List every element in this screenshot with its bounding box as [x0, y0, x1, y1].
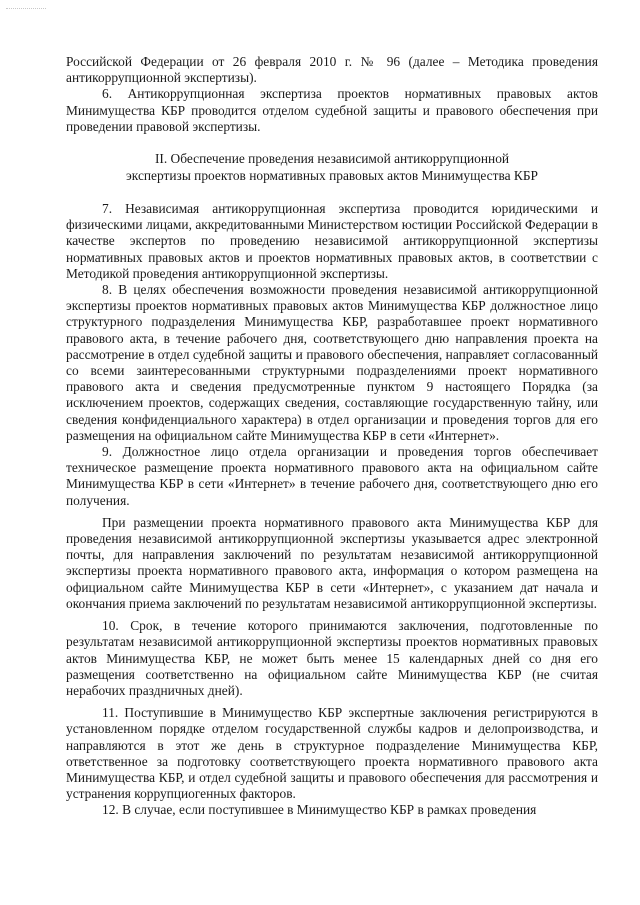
paragraph-9-continued: При размещении проекта нормативного правового акта Минимущества КБР для проведения независимой антикоррупционной экспертизы указывается адрес электронной почты, для направления заключений по результатам независимой антикоррупционной экспертизы проекта нормативного правового акта, информация о котором размещена на официальном сайте Минимущества КБР в сети «Интернет», с указанием дат начала и окончания приема заключений по результатам независимой антикоррупционной экспертизы.: [66, 514, 598, 611]
paragraph-11: 11. Поступившие в Минимущество КБР экспертные заключения регистрируются в установленном порядке отделом государственной службы кадров и делопроизводства, и направляются в этот же день в структурное подразделение Минимущества КБР, ответственное за подготовку соответствующего проекта нормативного правового акта Минимущества КБР, и отдел судебной защиты и правового обеспечения для рассмотрения и устранения коррупциогенных факторов.: [66, 705, 598, 802]
paragraph-7: 7. Независимая антикоррупционная экспертиза проводится юридическими и физическими лицами, аккредитованными Министерством юстиции Российской Федерации в качестве экспертов по проведению независимой антикоррупционной экспертизы нормативных правовых актов и проектов нормативных правовых актов, в соответствии с Методикой проведения антикоррупционной экспертизы.: [66, 201, 598, 281]
paragraph-8: 8. В целях обеспечения возможности проведения независимой антикоррупционной экспертизы проектов нормативных правовых актов Минимущества КБР должностное лицо структурного подразделения Минимущества КБР, разработавшее проект нормативного правового акта, в течение рабочего дня, соответствующего дню направления проекта на рассмотрение в отдел судебной защиты и правового обеспечения, направляет согласованный со всеми заинтересованными структурными подразделениями проект нормативного правового акта и сведения предусмотренные пунктом 9 настоящего Порядка (за исключением проектов, содержащих сведения, составляющие государственную тайну, или сведения конфиденциального характера) в отдел организации и проведения торгов для его размещения на официальном сайте Минимущества КБР в сети «Интернет».: [66, 282, 598, 443]
paragraph-10: 10. Срок, в течение которого принимаются заключения, подготовленные по результатам независимой антикоррупционной экспертизы проектов нормативных правовых актов Минимущества КБР, не может быть менее 15 календарных дней со дня его размещения соответственно на официальном сайте Минимущества КБР (не считая нерабочих праздничных дней).: [66, 618, 598, 698]
scan-edge-mark: [6, 8, 46, 13]
section-heading: [66, 151, 598, 184]
paragraph-12: 12. В случае, если поступившее в Минимущество КБР в рамках проведения: [102, 802, 537, 818]
section-heading-line-2: экспертизы проектов нормативных правовых актов Минимущества КБР: [126, 167, 538, 183]
section-heading-line-1: II. Обеспечение проведения независимой антикоррупционной: [154, 151, 510, 167]
paragraph-intro: Российской Федерации от 26 февраля 2010 г. № 96 (далее – Методика проведения антикоррупционной экспертизы).: [66, 54, 598, 86]
document-page: [66, 54, 598, 819]
paragraph-6: 6. Антикоррупционная экспертиза проектов нормативных правовых актов Минимущества КБР проводится отделом судебной защиты и правового обеспечения при проведении правовой экспертизы.: [66, 86, 598, 134]
paragraph-9: 9. Должностное лицо отдела организации и проведения торгов обеспечивает техническое размещение проекта нормативного правового акта на официальном сайте Минимущества КБР в сети «Интернет» в течение рабочего дня, соответствующего дню его получения.: [66, 444, 598, 508]
